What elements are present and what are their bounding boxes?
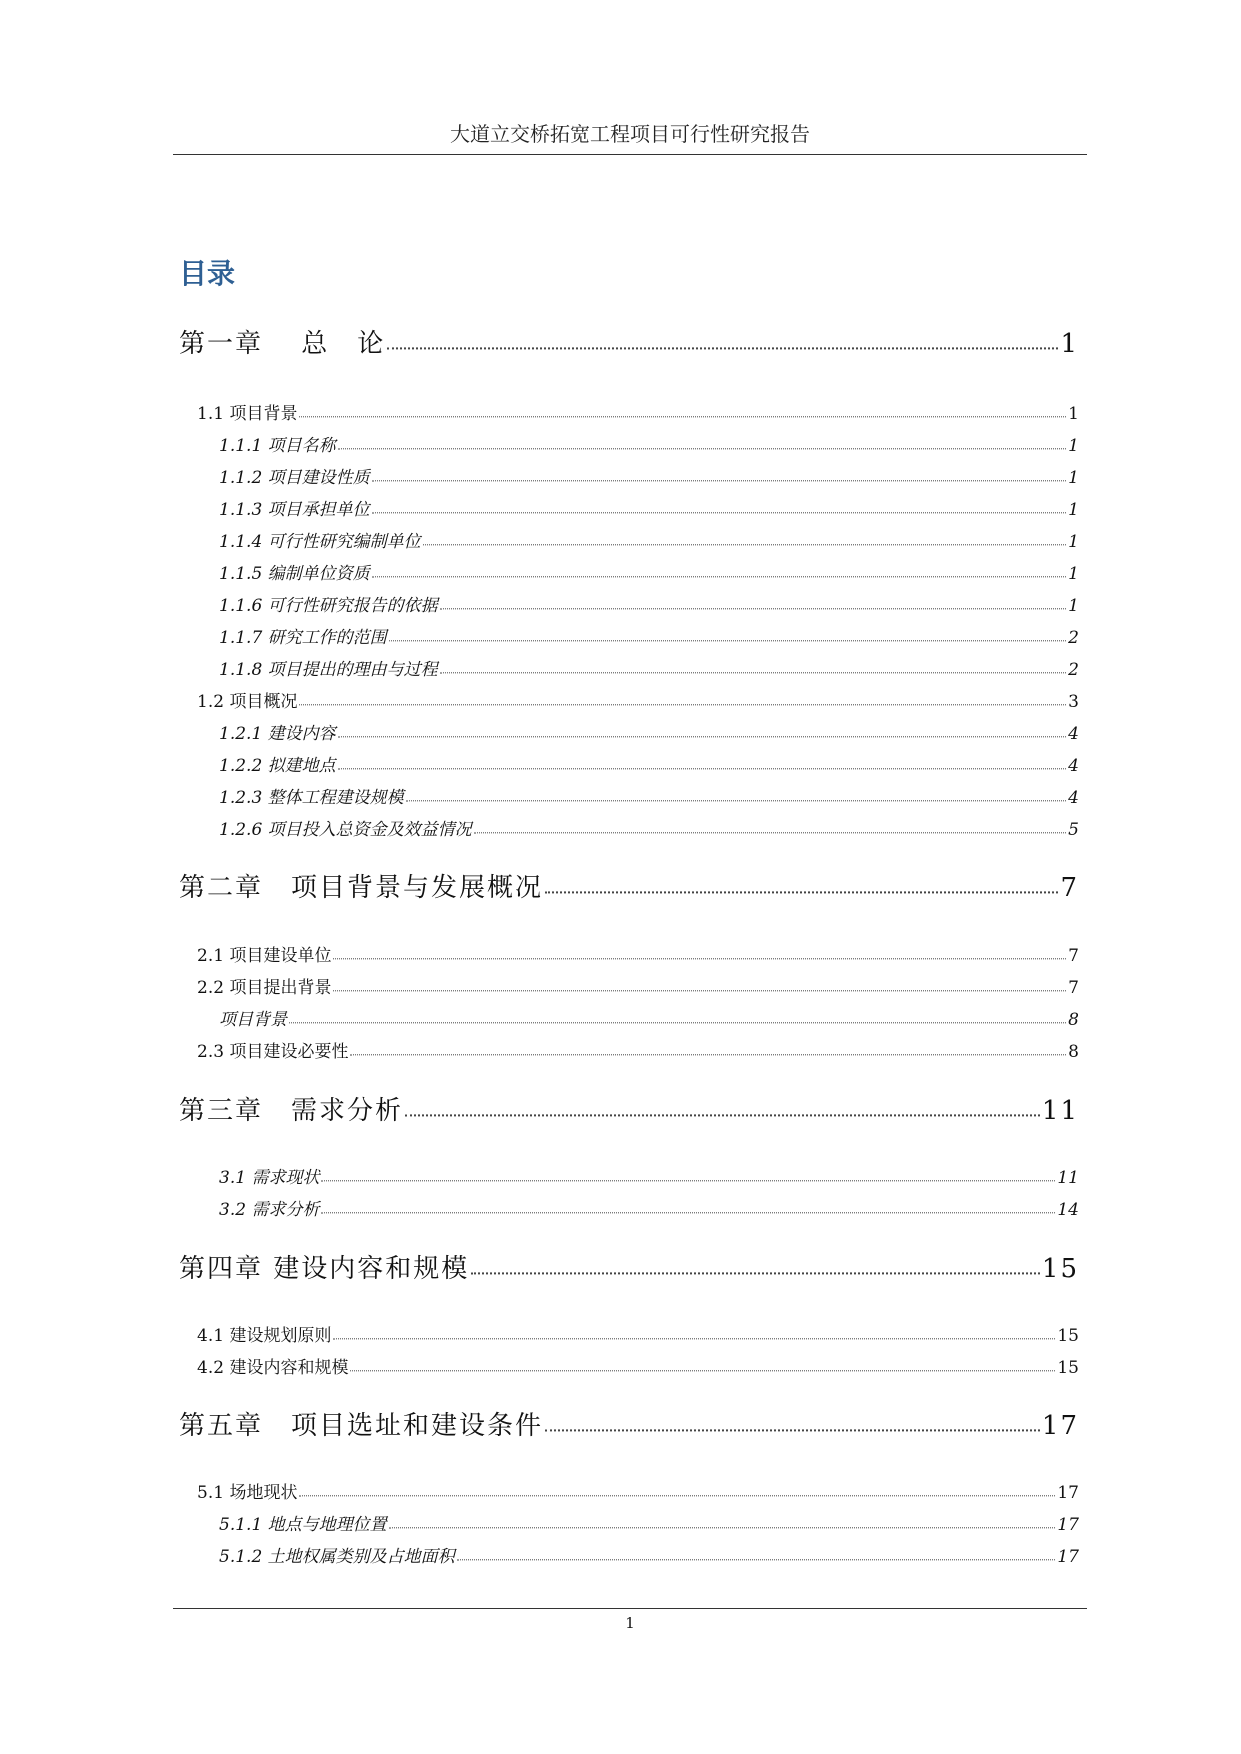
dot-leader bbox=[299, 407, 1066, 417]
toc-entry-chapter[interactable] bbox=[179, 867, 1079, 904]
toc-entry-page: 8 bbox=[1068, 1042, 1079, 1062]
toc-entry-label: 5.1.2 土地权属类别及占地面积 bbox=[219, 1547, 455, 1567]
dot-leader bbox=[321, 1171, 1055, 1181]
toc-entry-subsection[interactable] bbox=[219, 591, 1079, 616]
toc-entry-label: 1.2 项目概况 bbox=[197, 692, 298, 712]
toc-entry-subsection[interactable] bbox=[219, 431, 1079, 456]
toc-entry-subsection[interactable] bbox=[219, 559, 1079, 584]
toc-entry-page: 1 bbox=[1060, 329, 1079, 359]
toc-entry-page: 1 bbox=[1068, 532, 1079, 552]
toc-entry-label: 1.2.6 项目投入总资金及效益情况 bbox=[219, 820, 472, 840]
toc-entry-page: 17 bbox=[1057, 1483, 1079, 1503]
page-number: 1 bbox=[625, 1614, 635, 1632]
dot-leader bbox=[545, 877, 1058, 893]
dot-leader bbox=[333, 949, 1066, 959]
toc-entry-page: 15 bbox=[1057, 1326, 1079, 1346]
dot-leader bbox=[387, 333, 1058, 349]
dot-leader bbox=[440, 663, 1067, 673]
dot-leader bbox=[423, 535, 1067, 545]
toc-entry-label: 第四章 建设内容和规模 bbox=[179, 1254, 470, 1284]
toc-entry-page: 17 bbox=[1057, 1547, 1079, 1567]
toc-entry-label: 1.1 项目背景 bbox=[197, 404, 298, 424]
toc-entry-page: 14 bbox=[1057, 1200, 1079, 1220]
running-header: 大道立交桥拓宽工程项目可行性研究报告 bbox=[450, 122, 810, 146]
dot-leader bbox=[389, 631, 1067, 641]
dot-leader bbox=[338, 727, 1067, 737]
toc-entry-chapter[interactable] bbox=[179, 1090, 1079, 1127]
dot-leader bbox=[321, 1203, 1055, 1213]
toc-entry-section[interactable] bbox=[197, 973, 1079, 998]
toc-entry-label: 项目背景 bbox=[219, 1010, 287, 1030]
toc-entry-label: 1.1.4 可行性研究编制单位 bbox=[219, 532, 421, 552]
toc-entry-subsection[interactable] bbox=[219, 1163, 1079, 1188]
dot-leader bbox=[299, 695, 1066, 705]
toc-entry-section[interactable] bbox=[197, 1037, 1079, 1062]
toc-entry-label: 5.1 场地现状 bbox=[197, 1483, 298, 1503]
dot-leader bbox=[372, 567, 1067, 577]
toc-entry-label: 1.2.3 整体工程建设规模 bbox=[219, 788, 404, 808]
dot-leader bbox=[545, 1415, 1040, 1431]
toc-entry-label: 1.2.2 拟建地点 bbox=[219, 756, 336, 776]
dot-leader bbox=[372, 503, 1067, 513]
toc-entry-subsection[interactable] bbox=[219, 655, 1079, 680]
toc-entry-label: 3.2 需求分析 bbox=[219, 1200, 320, 1220]
toc-entry-label: 1.2.1 建设内容 bbox=[219, 724, 336, 744]
toc-entry-page: 5 bbox=[1068, 820, 1079, 840]
toc-entry-page: 1 bbox=[1068, 564, 1079, 584]
footer-rule bbox=[173, 1608, 1087, 1609]
toc-entry-subsection[interactable] bbox=[219, 623, 1079, 648]
toc-entry-label: 1.1.5 编制单位资质 bbox=[219, 564, 370, 584]
toc-entry-label: 2.1 项目建设单位 bbox=[197, 946, 332, 966]
toc-entry-label: 4.1 建设规划原则 bbox=[197, 1326, 332, 1346]
toc-entry-chapter[interactable] bbox=[179, 1405, 1079, 1442]
toc-entry-page: 2 bbox=[1068, 660, 1079, 680]
toc-entry-label: 第一章 总 论 bbox=[179, 329, 386, 359]
toc-entry-section[interactable] bbox=[197, 1353, 1079, 1378]
toc-entry-subsection[interactable] bbox=[219, 815, 1079, 840]
dot-leader bbox=[406, 791, 1067, 801]
dot-leader bbox=[389, 1518, 1056, 1528]
toc-entry-subsection[interactable] bbox=[219, 1510, 1079, 1535]
toc-entry-chapter[interactable] bbox=[179, 1248, 1079, 1285]
dot-leader bbox=[372, 471, 1067, 481]
toc-entry-label: 2.2 项目提出背景 bbox=[197, 978, 332, 998]
toc-entry-page: 2 bbox=[1068, 628, 1079, 648]
toc-entry-page: 11 bbox=[1041, 1096, 1079, 1126]
dot-leader bbox=[440, 599, 1067, 609]
toc-entry-page: 15 bbox=[1041, 1254, 1079, 1284]
toc-heading: 目录 bbox=[179, 257, 236, 290]
toc-entry-label: 5.1.1 地点与地理位置 bbox=[219, 1515, 387, 1535]
dot-leader bbox=[457, 1550, 1056, 1560]
toc-entry-subsection[interactable] bbox=[219, 751, 1079, 776]
toc-entry-chapter[interactable] bbox=[179, 323, 1079, 360]
toc-entry-label: 1.1.7 研究工作的范围 bbox=[219, 628, 387, 648]
dot-leader bbox=[289, 1013, 1066, 1023]
dot-leader bbox=[405, 1100, 1040, 1116]
dot-leader bbox=[333, 1329, 1055, 1339]
toc-entry-page: 17 bbox=[1057, 1515, 1079, 1535]
toc-entry-subsection[interactable] bbox=[219, 527, 1079, 552]
toc-entry-page: 1 bbox=[1068, 468, 1079, 488]
toc-entry-page: 1 bbox=[1068, 436, 1079, 456]
toc-entry-page: 4 bbox=[1068, 724, 1079, 744]
dot-leader bbox=[471, 1258, 1040, 1274]
toc-entry-section[interactable] bbox=[197, 1321, 1079, 1346]
toc-entry-page: 4 bbox=[1068, 756, 1079, 776]
toc-entry-page: 1 bbox=[1068, 500, 1079, 520]
toc-entry-label: 1.1.3 项目承担单位 bbox=[219, 500, 370, 520]
toc-entry-page: 11 bbox=[1057, 1168, 1079, 1188]
dot-leader bbox=[350, 1045, 1066, 1055]
table-of-contents bbox=[179, 0, 1079, 1600]
toc-entry-label: 第二章 项目背景与发展概况 bbox=[179, 873, 544, 903]
toc-entry-label: 2.3 项目建设必要性 bbox=[197, 1042, 349, 1062]
toc-entry-subsection[interactable] bbox=[219, 463, 1079, 488]
toc-entry-page: 7 bbox=[1068, 978, 1079, 998]
toc-entry-subsection[interactable] bbox=[219, 1542, 1079, 1567]
toc-entry-section[interactable] bbox=[197, 941, 1079, 966]
toc-entry-label: 1.1.6 可行性研究报告的依据 bbox=[219, 596, 438, 616]
toc-entry-section[interactable] bbox=[197, 687, 1079, 712]
toc-entry-label: 第五章 项目选址和建设条件 bbox=[179, 1411, 544, 1441]
dot-leader bbox=[299, 1486, 1055, 1496]
toc-entry-subsection[interactable] bbox=[219, 783, 1079, 808]
toc-entry-subsection[interactable] bbox=[219, 495, 1079, 520]
toc-entry-label: 4.2 建设内容和规模 bbox=[197, 1358, 349, 1378]
toc-entry-page: 1 bbox=[1068, 404, 1079, 424]
dot-leader bbox=[338, 759, 1067, 769]
toc-entry-page: 15 bbox=[1057, 1358, 1079, 1378]
toc-entry-label: 1.1.1 项目名称 bbox=[219, 436, 336, 456]
dot-leader bbox=[338, 439, 1067, 449]
toc-entry-page: 3 bbox=[1068, 692, 1079, 712]
toc-entry-section[interactable] bbox=[197, 399, 1079, 424]
toc-entry-section[interactable] bbox=[197, 1478, 1079, 1503]
toc-entry-label: 1.1.8 项目提出的理由与过程 bbox=[219, 660, 438, 680]
toc-entry-page: 1 bbox=[1068, 596, 1079, 616]
dot-leader bbox=[350, 1361, 1055, 1371]
toc-entry-label: 1.1.2 项目建设性质 bbox=[219, 468, 370, 488]
toc-entry-label: 第三章 需求分析 bbox=[179, 1096, 404, 1126]
dot-leader bbox=[474, 823, 1067, 833]
toc-entry-subsection[interactable] bbox=[219, 1195, 1079, 1220]
toc-entry-page: 4 bbox=[1068, 788, 1079, 808]
toc-entry-page: 8 bbox=[1068, 1010, 1079, 1030]
toc-entry-label: 3.1 需求现状 bbox=[219, 1168, 320, 1188]
toc-entry-subsection[interactable] bbox=[219, 1005, 1079, 1030]
toc-entry-page: 17 bbox=[1041, 1411, 1079, 1441]
toc-entry-subsection[interactable] bbox=[219, 719, 1079, 744]
dot-leader bbox=[333, 981, 1066, 991]
toc-entry-page: 7 bbox=[1068, 946, 1079, 966]
toc-entry-page: 7 bbox=[1060, 873, 1079, 903]
